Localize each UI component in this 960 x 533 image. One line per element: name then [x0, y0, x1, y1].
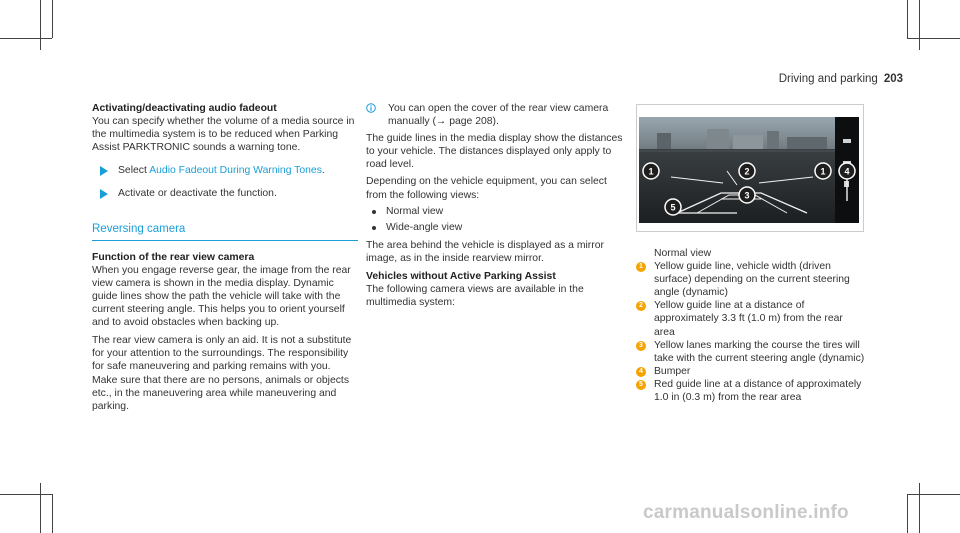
marker-label: 4	[844, 166, 850, 177]
legend-text: Bumper	[654, 365, 691, 377]
marker-label: 2	[744, 166, 750, 177]
page-header	[779, 73, 903, 85]
marker-4-icon: 4	[636, 367, 646, 377]
marker-label: 1	[820, 166, 826, 177]
heading-function: Function of the rear view camera	[92, 251, 255, 263]
marker-label: 3	[744, 190, 750, 201]
legend	[636, 247, 866, 404]
bullet-icon	[372, 210, 376, 214]
figure-caption: Normal view	[654, 248, 712, 259]
info-note	[366, 102, 624, 128]
crop-mark	[52, 0, 53, 38]
legend-text: Yellow guide line, vehicle width (driven surface) depending on the current steering angle (dynamic)	[654, 261, 850, 299]
step	[92, 187, 358, 200]
list-item	[366, 205, 624, 218]
marker-1b	[815, 163, 831, 179]
legend-item	[636, 339, 866, 365]
paragraph: The rear view camera is only an aid. It is not a substitute for your attention to the surroundings. The responsibility for safe maneuvering and parking remains with you. Make sure that there are no persons, animals or objects etc., in the maneuvering area while maneuvering and parking.	[92, 335, 352, 412]
marker-label: 5	[670, 202, 676, 213]
step	[92, 164, 358, 177]
column-middle	[366, 102, 624, 309]
marker-2-icon: 2	[636, 301, 646, 311]
list-item-text: Wide-angle view	[386, 221, 463, 233]
marker-label: 1	[648, 166, 654, 177]
paragraph: Depending on the vehicle equipment, you can select from the following views:	[366, 176, 607, 201]
legend-text: Yellow lanes marking the course the tires will take with the current steering angle (dynamic)	[654, 339, 865, 364]
crop-mark	[40, 483, 41, 533]
watermark: carmanualsonline.info	[643, 502, 849, 523]
crop-mark	[0, 38, 52, 39]
paragraph: When you engage reverse gear, the image from the rear view camera is shown in the media display. Dynamic guide lines show the path the vehicle will take with the current steering angle. This helps you to orient yourself and to avoid obstacles when backing up.	[92, 264, 351, 329]
crop-mark	[907, 494, 960, 495]
column-left	[92, 102, 358, 413]
step-text: Select	[118, 165, 150, 177]
marker-5	[665, 199, 681, 215]
crop-mark	[919, 483, 920, 533]
heading-vehicles: Vehicles without Active Parking Assist	[366, 271, 556, 283]
info-icon	[366, 103, 376, 113]
legend-item	[636, 378, 866, 404]
paragraph: The guide lines in the media display show the distances to your vehicle. The distances displayed only apply to road level.	[366, 133, 623, 171]
step-text: .	[321, 165, 325, 177]
bullet-icon	[372, 226, 376, 230]
crop-mark	[907, 38, 960, 39]
crop-mark	[0, 494, 52, 495]
marker-3	[739, 187, 755, 203]
camera-figure	[636, 104, 864, 232]
rear-camera-image	[637, 105, 863, 231]
paragraph: You can specify whether the volume of a media source in the multimedia system is to be reduced when Parking Assist PARKTRONIC sounds a warning tone.	[92, 116, 355, 154]
paragraph: The following camera views are available in the multimedia system:	[366, 284, 584, 309]
info-text: You can open the cover of the rear view camera manually (→ page 208).	[388, 103, 609, 128]
marker-1	[643, 163, 659, 179]
page-number: 203	[883, 73, 903, 85]
arrow-icon	[100, 166, 108, 176]
crop-mark	[52, 494, 53, 533]
legend-item	[636, 365, 866, 378]
divider	[92, 240, 358, 241]
marker-3-icon: 3	[636, 341, 646, 351]
crop-mark	[40, 0, 41, 50]
arrow-icon	[100, 189, 108, 199]
list-item	[366, 221, 624, 234]
paragraph: The area behind the vehicle is displayed as a mirror image, as in the inside rearview mirror.	[366, 239, 604, 264]
legend-item	[636, 299, 866, 338]
marker-1-icon: 1	[636, 262, 646, 272]
legend-text: Red guide line at a distance of approximately 1.0 in (0.3 m) from the rear area	[654, 378, 862, 404]
legend-text: Yellow guide line at a distance of approximately 3.3 ft (1.0 m) from the rear area	[654, 300, 843, 338]
section-title: Reversing camera	[92, 222, 186, 235]
crop-mark	[907, 0, 908, 38]
crop-mark	[907, 494, 908, 533]
menu-item-link[interactable]: Audio Fadeout During Warning Tones	[149, 165, 322, 177]
section-name: Driving and parking	[778, 73, 878, 85]
step-text: Activate or deactivate the function.	[118, 188, 277, 200]
crop-mark	[919, 0, 920, 50]
legend-item	[636, 260, 866, 299]
marker-4	[839, 163, 855, 179]
heading-audio-fadeout: Activating/deactivating audio fadeout	[92, 103, 277, 114]
marker-5-icon: 5	[636, 380, 646, 390]
marker-2	[739, 163, 755, 179]
list-item-text: Normal view	[386, 205, 444, 217]
